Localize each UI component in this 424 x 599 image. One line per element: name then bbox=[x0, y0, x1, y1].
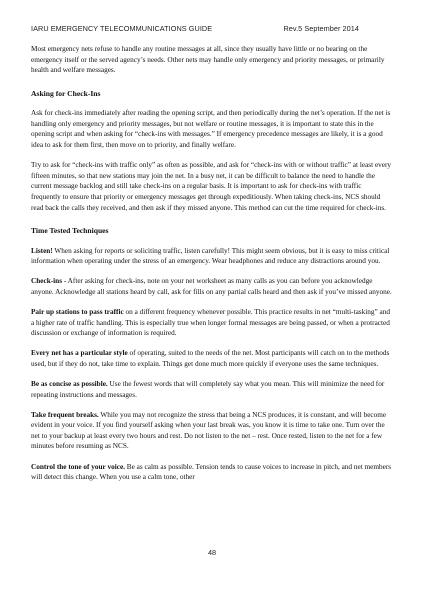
section-heading-techniques: Time Tested Techniques bbox=[31, 226, 109, 236]
technique-paragraph bbox=[31, 348, 393, 369]
technique-paragraph bbox=[31, 379, 393, 400]
page-number: 48 bbox=[207, 548, 217, 557]
technique-text: on a different frequency whenever possible. This practice results in net “multi-tasking” and a higher rate of traffic handling. This is especially true when longer formal messages are being passed, or when a protracted discussion or exchange of information is required. bbox=[31, 308, 391, 338]
intro-paragraph: Most emergency nets refuse to handle any routine messages at all, since they usually have little or no bearing on the emergency itself or the served agency’s needs. Other nets may handle only emergency and priority messages, or primarily health and welfare messages. bbox=[31, 45, 385, 75]
section-heading-checkins: Asking for Check-Ins bbox=[31, 88, 101, 98]
technique-text: Use the fewest words that will completely say what you mean. This will minimize the need for repeating instructions and messages. bbox=[31, 379, 385, 399]
technique-lead: Take frequent breaks. bbox=[31, 410, 99, 419]
technique-lead: Check-ins bbox=[31, 277, 63, 286]
technique-text: Be as calm as possible. Tension tends to cause voices to increase in pitch, and net members will detect this change. When you use a calm tone, other bbox=[31, 462, 392, 482]
running-header bbox=[31, 24, 393, 33]
technique-text: of operating, suited to the needs of the net. Most participants will catch on to the methods used, but if they do not, take time to explain. Things get done much more quickly if everyone uses the same techniques. bbox=[31, 349, 390, 368]
technique-paragraph bbox=[31, 307, 393, 339]
technique-lead: Listen! bbox=[31, 246, 53, 255]
technique-text: While you may not recognize the stress that being a NCS produces, it is constant, and will become evident in your voice. If you find yourself asking when your last break was, you know it is time to take one. Turn over the net to your backup at least every two hours and rest. Do not listen to the net – rest. Once rested, listen to the net for a few minutes before resuming as NCS. bbox=[31, 410, 387, 451]
checkins-paragraph: Try to ask for “check-ins with traffic only” as often as possible, and ask for “check-ins with or without traffic” at least every fifteen minutes, so that new stations may join the net. In a busy net, it can be difficult to balance the need to handle the current message backlog and still take check-ins on a regular basis. It is important to ask for check-ins with traffic frequently to ensure that priority or emergency messages get through expeditiously. When taking check-ins, NCS should read back the calls they received, and then ask if they missed anyone. This method can cut the time required for check-ins. bbox=[31, 161, 392, 212]
guide-title: IARU EMERGENCY TELECOMMUNICATIONS GUIDE bbox=[31, 24, 213, 33]
technique-paragraph bbox=[31, 410, 393, 452]
technique-lead: Be as concise as possible. bbox=[31, 379, 108, 388]
technique-paragraph bbox=[31, 246, 393, 267]
revision-label: Rev.5 September 2014 bbox=[283, 24, 359, 33]
technique-text: When asking for reports or soliciting traffic, listen carefully! This might seem obvious, but it is easy to miss critical information when operating under the stress of an emergency. Wear headphones and reduce any distractions around you. bbox=[31, 246, 390, 266]
checkins-paragraph: Ask for check-ins immediately after reading the opening script, and then periodically during the net’s operation. If the net is handling only emergency and priority messages, but not welfare or routine messages, it is important to state this in the opening script and when asking for “check-ins with messages.” If emergency precedence messages are likely, it is a good idea to ask for them first, then move on to priority, and finally welfare. bbox=[31, 109, 391, 150]
technique-text: - After asking for check-ins, note on your net worksheet as many calls as you can before you acknowledge anyone. Acknowledge all stations heard by call, ask for fills on any partial calls heard and then ask if you’ve missed anyone. bbox=[31, 277, 392, 296]
technique-paragraph bbox=[31, 276, 393, 297]
technique-lead: Every net has a particular style bbox=[31, 349, 128, 358]
technique-paragraph bbox=[31, 462, 393, 483]
technique-lead: Pair up stations to pass traffic bbox=[31, 308, 124, 316]
technique-lead: Control the tone of your voice. bbox=[31, 462, 125, 471]
